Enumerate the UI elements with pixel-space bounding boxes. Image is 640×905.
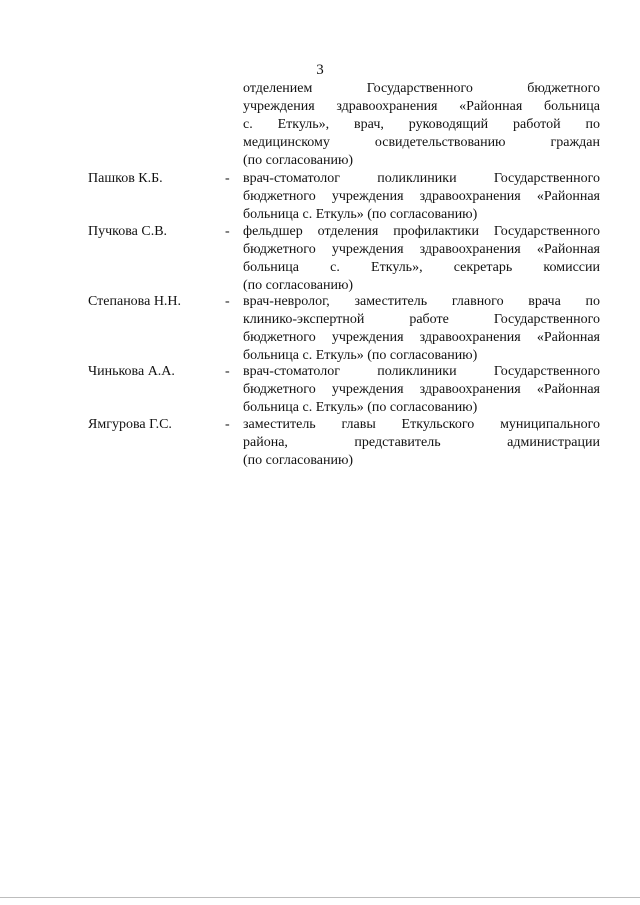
member-name: Пашков К.Б. [88, 171, 163, 186]
member-description [243, 170, 600, 224]
text-line: больница с. Еткуль» (по согласованию) [243, 400, 478, 415]
member-dash: - [225, 294, 230, 309]
text-line: бюджетного учреждения здравоохранения «Районная [243, 330, 600, 345]
text-line: медицинскому освидетельствованию граждан [243, 135, 600, 150]
text-line: больница с. Еткуль» (по согласованию) [243, 207, 478, 222]
text-line: (по согласованию) [243, 278, 354, 293]
continuation-text [243, 80, 600, 170]
member-dash: - [225, 171, 230, 186]
member-name: Чинькова А.А. [88, 364, 175, 379]
text-line: района, представитель администрации [243, 435, 600, 450]
text-line: бюджетного учреждения здравоохранения «Районная [243, 189, 600, 204]
member-description [243, 223, 600, 295]
member-description [243, 293, 600, 365]
text-line: бюджетного учреждения здравоохранения «Районная [243, 382, 600, 397]
text-line: врач-стоматолог поликлиники Государственного [243, 364, 600, 379]
member-description [243, 363, 600, 417]
text-line: с. Еткуль», врач, руководящий работой по [243, 117, 600, 132]
member-dash: - [225, 224, 230, 239]
page-bottom-rule [0, 897, 640, 898]
text-line: (по согласованию) [243, 153, 354, 168]
member-name: Ямгурова Г.С. [88, 417, 172, 432]
text-line: клинико-экспертной работе Государственного [243, 312, 600, 327]
text-line: бюджетного учреждения здравоохранения «Районная [243, 242, 600, 257]
text-line: врач-стоматолог поликлиники Государственного [243, 171, 600, 186]
text-line: больница с. Еткуль» (по согласованию) [243, 348, 478, 363]
text-line: фельдшер отделения профилактики Государственного [243, 224, 600, 239]
text-line: больница с. Еткуль», секретарь комиссии [243, 260, 600, 275]
page-number: 3 [316, 62, 324, 78]
member-name: Степанова Н.Н. [88, 294, 182, 309]
text-line: (по согласованию) [243, 453, 354, 468]
member-description [243, 416, 600, 470]
text-line: отделением Государственного бюджетного [243, 81, 600, 96]
text-line: учреждения здравоохранения «Районная больница [243, 99, 600, 114]
member-name: Пучкова С.В. [88, 224, 168, 239]
member-dash: - [225, 364, 230, 379]
text-line: врач-невролог, заместитель главного врача по [243, 294, 600, 309]
text-line: заместитель главы Еткульского муниципального [243, 417, 600, 432]
member-dash: - [225, 417, 230, 432]
